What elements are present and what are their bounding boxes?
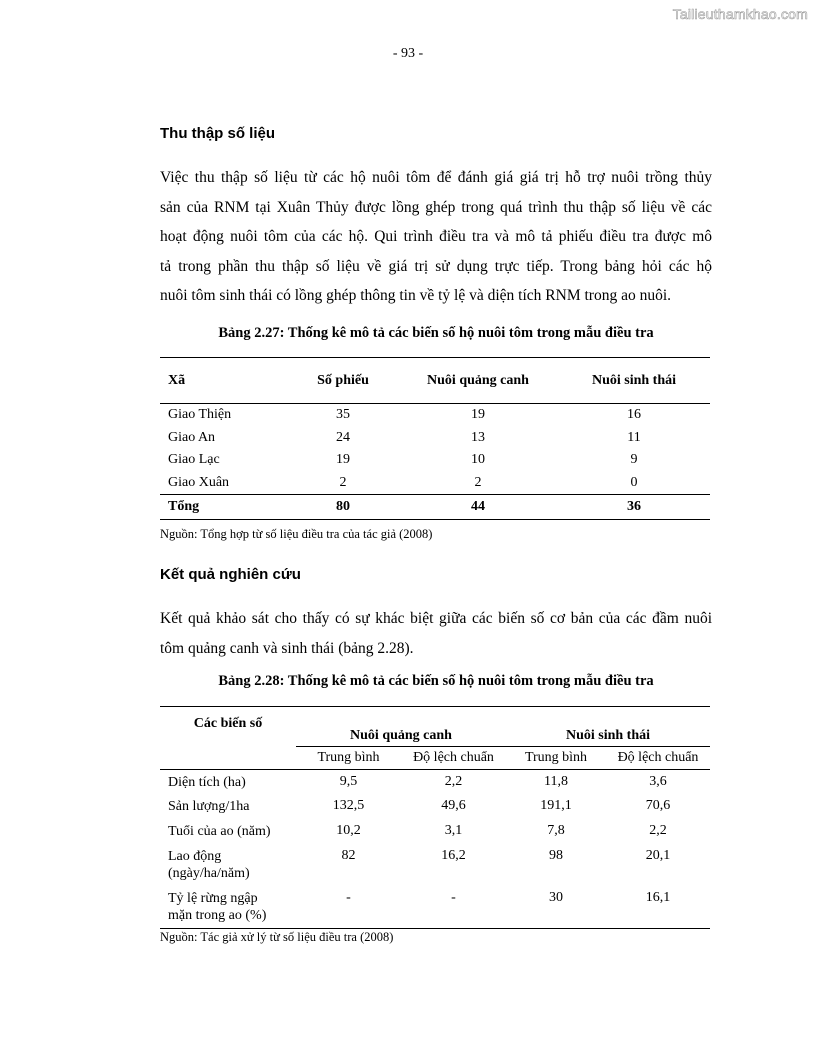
table-cell: 49,6	[441, 798, 466, 813]
column-header: Trung bình	[296, 746, 401, 769]
table-cell: Giao Xuân	[168, 474, 230, 490]
table-cell: 44	[398, 495, 558, 520]
table-header-row	[160, 358, 710, 404]
table-row	[160, 886, 710, 929]
table-cell: 2,2	[649, 823, 667, 838]
row-label: Diện tích (ha)	[168, 774, 246, 790]
table-cell: 3,1	[444, 823, 463, 838]
column-header: Trung bình	[506, 746, 606, 769]
table-cell: 13	[471, 429, 485, 445]
table-cell: 24	[336, 429, 350, 445]
table-total-row	[160, 495, 710, 520]
table-cell: 132,5	[332, 798, 365, 813]
table-cell: 20,1	[645, 848, 671, 863]
column-header: Độ lệch chuẩn	[401, 746, 506, 769]
table-cell: Giao Lạc	[168, 452, 220, 468]
table-cell: 19	[336, 452, 350, 468]
table-group-header-row	[160, 707, 710, 747]
section-heading-results: Kết quả nghiên cứu	[160, 566, 301, 583]
watermark: Tailieuthamkhao.com	[672, 6, 808, 22]
row-label-line: Lao động	[168, 849, 222, 864]
column-header: Nuôi sinh thái	[558, 358, 710, 404]
section-heading-data-collection: Thu thập số liệu	[160, 125, 275, 142]
table2-source: Nguồn: Tác giả xử lý từ số liệu điều tra (2008)	[160, 930, 394, 944]
table-row	[160, 819, 710, 844]
table-cell: 11,8	[544, 773, 568, 789]
paragraph-line: Kết quả khảo sát cho thấy có sự khác biệt giữa các biến số cơ bản của các đầm nuôi	[160, 610, 712, 627]
table-cell: 10,2	[336, 823, 361, 838]
table-cell: 16,2	[441, 848, 466, 863]
table-cell: -	[401, 886, 506, 929]
table-cell: Tổng	[160, 495, 288, 520]
page-number: - 93 -	[392, 46, 424, 61]
table-cell: 36	[558, 495, 710, 520]
table-cell: 2	[474, 474, 482, 490]
table-cell: 16,1	[606, 886, 710, 929]
table-subheader-row	[160, 746, 710, 769]
column-header: Số phiếu	[288, 358, 398, 404]
table-row	[160, 844, 710, 886]
table-cell: 0	[630, 474, 638, 490]
table-cell: 70,6	[645, 798, 671, 813]
table-cell: Giao An	[168, 429, 216, 445]
row-label: Tuổi của ao (năm)	[168, 824, 271, 839]
row-label: Sản lượng/1ha	[168, 799, 250, 814]
table-cell: 2	[339, 474, 347, 490]
table-cell: 11	[627, 429, 641, 445]
blank-cell	[160, 746, 296, 769]
table-cell: Giao Thiện	[168, 407, 232, 423]
table-row	[160, 769, 710, 794]
table-cell: 191,1	[540, 798, 572, 813]
table-cell: 9,5	[339, 773, 358, 789]
table-cell: 10	[471, 452, 485, 468]
paragraph-line: hoạt động nuôi tôm của các hộ. Qui trình điều tra và mô tả phiếu điều tra được mô	[160, 228, 712, 245]
table-cell: 82	[341, 848, 356, 863]
row-label	[160, 886, 296, 929]
column-header: Các biến số	[160, 707, 296, 747]
paragraph-data-collection	[160, 163, 712, 311]
paragraph-line: tả trong phần thu thập số liệu về giá trị sử dụng trực tiếp. Trong bảng hỏi các hộ	[160, 257, 712, 275]
column-header: Xã	[160, 358, 288, 404]
paragraph-line: nuôi tôm sinh thái có lồng ghép thông tin về tỷ lệ và diện tích RNM trong ao nuôi.	[160, 287, 672, 304]
table-cell: 30	[506, 886, 606, 929]
row-label	[160, 844, 296, 886]
table-row	[160, 427, 710, 450]
table2	[160, 706, 710, 929]
column-header: Độ lệch chuẩn	[606, 746, 710, 769]
table1-source: Nguồn: Tổng hợp từ số liệu điều tra của tác giả (2008)	[160, 527, 433, 541]
table2-caption: Bảng 2.28: Thống kê mô tả các biến số hộ nuôi tôm trong mẫu điều tra	[218, 673, 654, 689]
paragraph-line: tôm quảng canh và sinh thái (bảng 2.28).	[160, 639, 414, 657]
table-row	[160, 472, 710, 495]
table-cell: 3,6	[649, 773, 667, 789]
row-label-line: (ngày/ha/năm)	[168, 866, 250, 881]
table1	[160, 357, 710, 520]
group-header: Nuôi sinh thái	[506, 707, 710, 747]
row-label-line: Tỷ lệ rừng ngập	[168, 891, 258, 906]
table-cell: 16	[627, 407, 641, 423]
paragraph-line: Việc thu thập số liệu từ các hộ nuôi tôm để đánh giá giá trị hỗ trợ nuôi trồng thủy	[160, 169, 712, 186]
group-header: Nuôi quảng canh	[296, 707, 506, 747]
table-cell: 2,2	[444, 773, 463, 789]
table-cell: -	[296, 886, 401, 929]
column-header: Nuôi quảng canh	[398, 358, 558, 404]
table-cell: 19	[471, 407, 485, 423]
table-cell: 9	[630, 452, 638, 468]
paragraph-line: sản của RNM tại Xuân Thủy được lồng ghép trong quá trình thu thập số liệu về các	[160, 198, 712, 216]
table-row	[160, 794, 710, 819]
table-cell: 98	[549, 848, 563, 863]
table-cell: 80	[288, 495, 398, 520]
row-label-line: mặn trong ao (%)	[168, 908, 267, 923]
table1-caption: Bảng 2.27: Thống kê mô tả các biến số hộ nuôi tôm trong mẫu điều tra	[218, 325, 654, 341]
table-row	[160, 404, 710, 427]
table-row	[160, 449, 710, 472]
paragraph-results	[160, 604, 712, 663]
table-cell: 7,8	[547, 823, 565, 838]
table-cell: 35	[336, 407, 350, 423]
